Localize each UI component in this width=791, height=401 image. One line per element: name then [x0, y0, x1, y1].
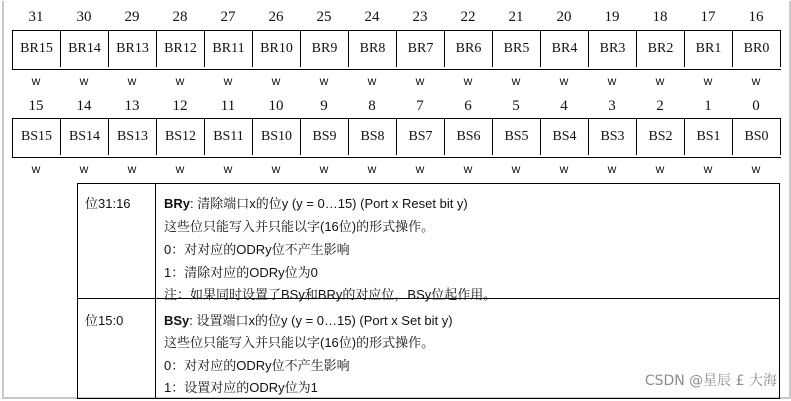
top-register-fields: [12, 30, 781, 70]
access-type: w: [223, 162, 233, 176]
bit-number: 6: [464, 98, 472, 114]
bit-number: 10: [268, 98, 284, 114]
access-type: w: [271, 74, 281, 88]
access-type: w: [415, 74, 425, 88]
access-type: w: [79, 162, 89, 176]
br-title-rest: : 清除端口x的位y (y = 0…15) (Port x Reset bit y): [190, 196, 468, 211]
register-field: BR11: [205, 31, 253, 67]
register-field: BR10: [253, 31, 301, 67]
access-type: w: [559, 74, 569, 88]
bs-title-rest: : 设置端口x的位y (y = 0…15) (Port x Set bit y): [189, 313, 453, 328]
register-field: BR1: [685, 31, 733, 67]
register-field: BR15: [13, 31, 61, 67]
access-type: w: [175, 74, 185, 88]
access-type: w: [367, 74, 377, 88]
register-field: BR14: [61, 31, 109, 67]
bottom-bit-numbers: [12, 96, 780, 116]
register-field: BR5: [493, 31, 541, 67]
br-line-4: 注：如果同时设置了BSy和BRy的对应位，BSy位起作用。: [164, 287, 497, 302]
bit-number: 14: [76, 98, 92, 114]
bs-line-2: 0：对对应的ODRy位不产生影响: [164, 358, 350, 373]
access-type: w: [127, 74, 137, 88]
top-access-row: [12, 74, 780, 88]
access-type: w: [415, 162, 425, 176]
bit-number: 23: [412, 9, 428, 25]
bit-number: 0: [752, 98, 760, 114]
bottom-access-row: [12, 162, 780, 176]
bs-name: BSy: [164, 313, 190, 328]
bs-line-3: 1：设置对应的ODRy位为1: [164, 380, 318, 395]
access-type: w: [655, 162, 665, 176]
bit-number: 13: [124, 98, 140, 114]
register-field: BS10: [253, 119, 301, 155]
access-type: w: [319, 162, 329, 176]
register-field: BS11: [205, 119, 253, 155]
br-title: [164, 193, 468, 212]
register-field: BR13: [109, 31, 157, 67]
register-field: BS5: [493, 119, 541, 155]
access-type: w: [31, 74, 41, 88]
register-field: BR12: [157, 31, 205, 67]
top-bit-numbers: [12, 7, 780, 27]
bottom-register-fields: [12, 118, 781, 158]
bit-number: 1: [704, 98, 712, 114]
bs-title: [164, 310, 453, 329]
bit-number: 2: [656, 98, 664, 114]
access-type: w: [607, 74, 617, 88]
bit-number: 26: [268, 9, 284, 25]
register-field: BR4: [541, 31, 589, 67]
access-type: w: [559, 162, 569, 176]
access-type: w: [31, 162, 41, 176]
bit-number: 20: [556, 9, 572, 25]
bit-number: 11: [220, 98, 236, 114]
access-type: w: [703, 162, 713, 176]
bit-number: 30: [76, 9, 92, 25]
register-field: BS12: [157, 119, 205, 155]
bit-number: 9: [320, 98, 328, 114]
bit-number: 28: [172, 9, 188, 25]
register-field: BS7: [397, 119, 445, 155]
bit-number: 17: [700, 9, 716, 25]
bit-number: 24: [364, 9, 380, 25]
register-field: BR0: [733, 31, 781, 67]
register-field: BR6: [445, 31, 493, 67]
access-type: w: [127, 162, 137, 176]
access-type: w: [367, 162, 377, 176]
register-field: BR8: [349, 31, 397, 67]
bit-number: 5: [512, 98, 520, 114]
bit-number: 16: [748, 9, 764, 25]
bit-number: 19: [604, 9, 620, 25]
register-field: BS13: [109, 119, 157, 155]
br-bits-label: 位31:16: [85, 196, 131, 211]
register-field: BS1: [685, 119, 733, 155]
register-field: BS2: [637, 119, 685, 155]
bit-number: 29: [124, 9, 140, 25]
bit-number: 18: [652, 9, 668, 25]
register-field: BS15: [13, 119, 61, 155]
column-divider: [155, 184, 156, 398]
register-field: BR7: [397, 31, 445, 67]
access-type: w: [703, 74, 713, 88]
access-type: w: [751, 74, 761, 88]
br-line-2: 0：对对应的ODRy位不产生影响: [164, 242, 350, 257]
access-type: w: [319, 74, 329, 88]
br-line-3: 1：清除对应的ODRy位为0: [164, 265, 318, 280]
bs-bits-label: 位15:0: [85, 313, 124, 328]
watermark: CSDN @星辰 £ 大海: [644, 373, 777, 389]
register-field: BS0: [733, 119, 781, 155]
register-field: BR2: [637, 31, 685, 67]
bit-number: 15: [28, 98, 44, 114]
bit-number: 3: [608, 98, 616, 114]
access-type: w: [655, 74, 665, 88]
register-field: BS3: [589, 119, 637, 155]
bit-number: 12: [172, 98, 188, 114]
br-name: BRy: [164, 196, 191, 211]
bit-number: 7: [416, 98, 424, 114]
bit-number: 21: [508, 9, 524, 25]
access-type: w: [751, 162, 761, 176]
access-type: w: [511, 162, 521, 176]
access-type: w: [79, 74, 89, 88]
register-field: BS6: [445, 119, 493, 155]
br-line-1: 这些位只能写入并只能以字(16位)的形式操作。: [164, 219, 435, 234]
access-type: w: [463, 74, 473, 88]
register-field: BS14: [61, 119, 109, 155]
register-field: BS8: [349, 119, 397, 155]
bit-number: 31: [28, 9, 44, 25]
bs-line-1: 这些位只能写入并只能以字(16位)的形式操作。: [164, 335, 435, 350]
bit-number: 22: [460, 9, 476, 25]
access-type: w: [271, 162, 281, 176]
bit-number: 4: [560, 98, 568, 114]
access-type: w: [607, 162, 617, 176]
bit-number: 8: [368, 98, 376, 114]
register-field: BS4: [541, 119, 589, 155]
register-field: BR9: [301, 31, 349, 67]
bit-number: 27: [220, 9, 236, 25]
bit-description-table: [77, 183, 780, 399]
access-type: w: [463, 162, 473, 176]
access-type: w: [175, 162, 185, 176]
bit-number: 25: [316, 9, 332, 25]
register-field: BS9: [301, 119, 349, 155]
access-type: w: [511, 74, 521, 88]
register-field: BR3: [589, 31, 637, 67]
access-type: w: [223, 74, 233, 88]
